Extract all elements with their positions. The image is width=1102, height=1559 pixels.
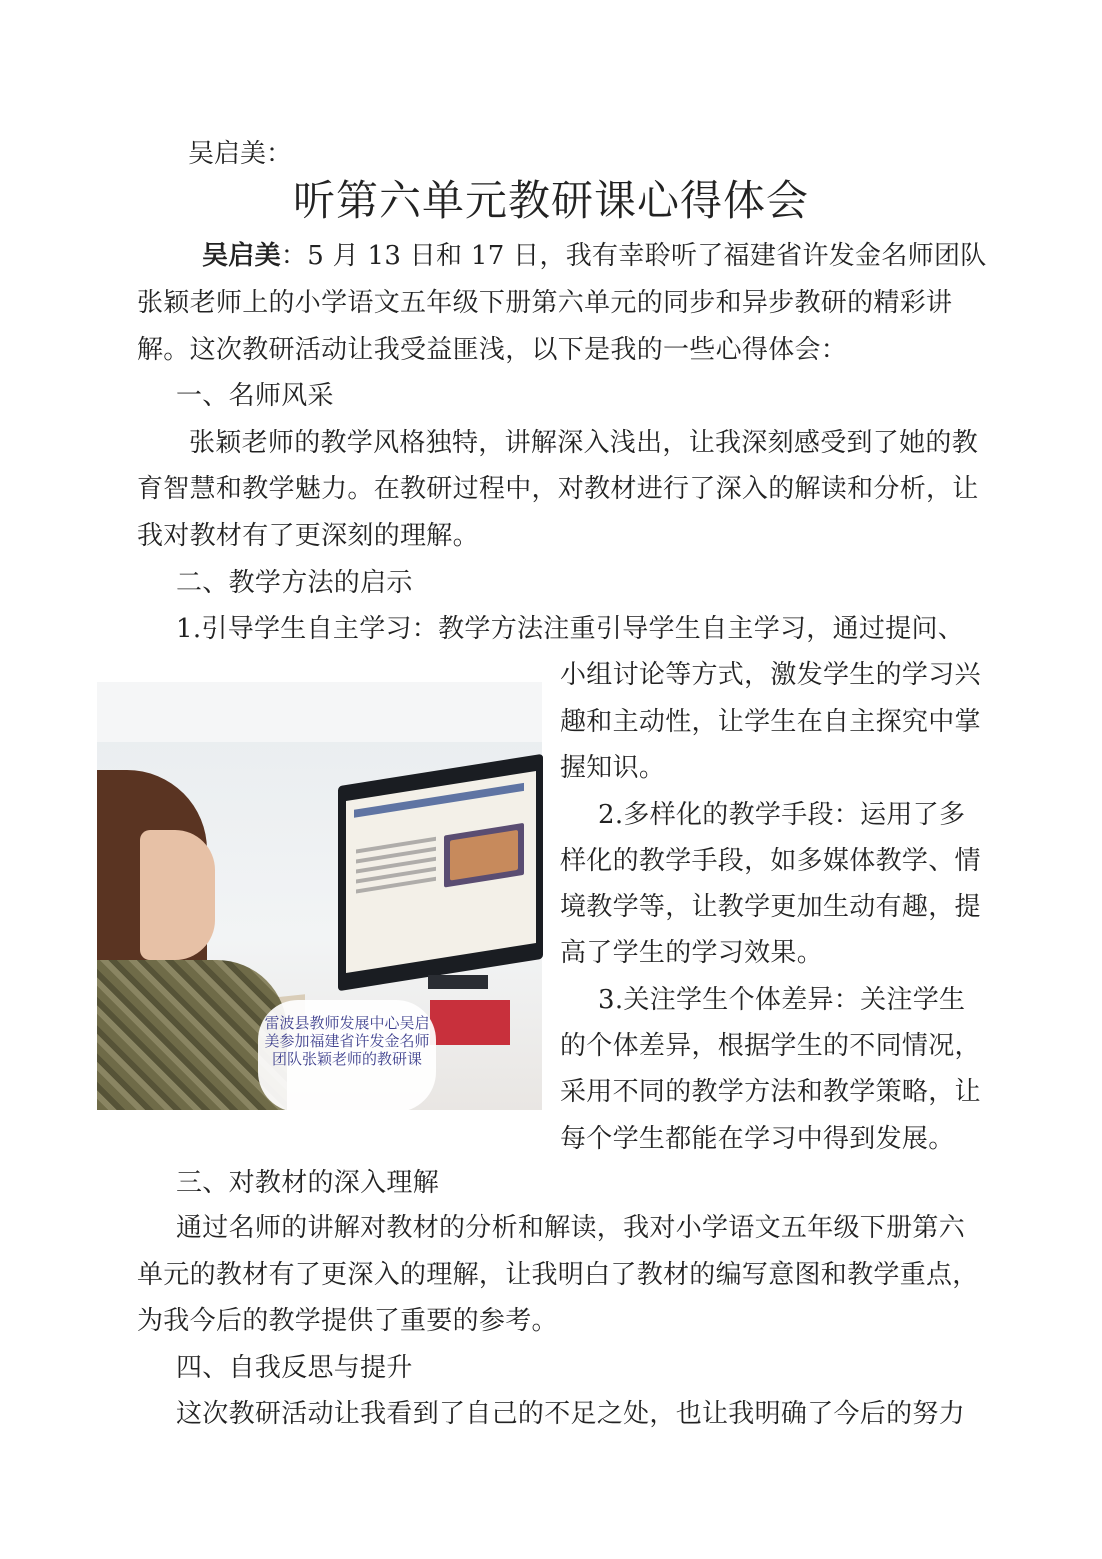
page-title: 听第六单元教研课心得体会 — [292, 176, 809, 225]
section1-line-2: 育智慧和教学魅力。在教研过程中，对教材进行了深入的解读和分析，让 — [137, 474, 979, 504]
monitor-stand — [428, 975, 488, 989]
section2-heading: 二、教学方法的启示 — [176, 568, 413, 598]
section2-item3-line-3: 采用不同的教学方法和教学策略，让 — [560, 1077, 981, 1107]
section2-item2-line-2: 样化的教学手段，如多媒体教学、情 — [560, 846, 981, 876]
section2-item2-line-4: 高了学生的学习效果。 — [560, 938, 824, 968]
intro-line-3: 解。这次教研活动让我受益匪浅，以下是我的一些心得体会： — [137, 335, 848, 365]
section2-item2-line-3: 境教学等，让教学更加生动有趣，提 — [560, 892, 981, 922]
desk-red-box — [430, 1000, 510, 1045]
section1-heading: 一、名师风采 — [176, 381, 334, 411]
section3-line-3: 为我今后的教学提供了重要的参考。 — [137, 1306, 558, 1336]
section3-line-2: 单元的教材有了更深入的理解，让我明白了教材的编写意图和教学重点， — [137, 1260, 979, 1290]
section3-heading: 三、对教材的深入理解 — [176, 1168, 440, 1198]
intro-author-name: 吴启美 — [202, 241, 281, 271]
intro-line-1 — [202, 233, 987, 280]
intro-line-1-text: 5 月 13 日和 17 日，我有幸聆听了福建省许发金名师团队 — [307, 241, 987, 271]
section4-line-1: 这次教研活动让我看到了自己的不足之处，也让我明确了今后的努力 — [176, 1399, 966, 1429]
intro-colon: ： — [280, 241, 308, 271]
section1-line-1: 张颖老师的教学风格独特，讲解深入浅出，让我深刻感受到了她的教 — [189, 428, 979, 458]
intro-line-2: 张颖老师上的小学语文五年级下册第六单元的同步和异步教研的精彩讲 — [137, 288, 953, 318]
monitor-screen — [346, 771, 536, 973]
section2-item1-line-4: 握知识。 — [560, 753, 666, 783]
section2-item1-line-2: 小组讨论等方式，激发学生的学习兴 — [560, 660, 981, 690]
section2-item3-line-1: 3.关注学生个体差异：关注学生 — [598, 985, 966, 1015]
section2-item1-line-3: 趣和主动性，让学生在自主探究中掌 — [560, 707, 981, 737]
photo-caption: 雷波县教师发展中心吴启美参加福建省许发金名师团队张颖老师的教研课 — [258, 1000, 436, 1112]
section3-line-1: 通过名师的讲解对教材的分析和解读，我对小学语文五年级下册第六 — [176, 1213, 966, 1243]
section2-item2-line-1: 2.多样化的教学手段：运用了多 — [598, 800, 966, 830]
person-face — [140, 830, 215, 960]
section1-line-3: 我对教材有了更深刻的理解。 — [137, 521, 479, 551]
section4-heading: 四、自我反思与提升 — [176, 1353, 413, 1383]
photo-wall — [97, 682, 542, 742]
section2-item3-line-2: 的个体差异，根据学生的不同情况， — [560, 1031, 981, 1061]
section2-item3-line-4: 每个学生都能在学习中得到发展。 — [560, 1124, 955, 1154]
author-label: 吴启美： — [188, 139, 293, 169]
section2-item1-line-1: 1.引导学生自主学习：教学方法注重引导学生自主学习，通过提问、 — [176, 614, 965, 644]
